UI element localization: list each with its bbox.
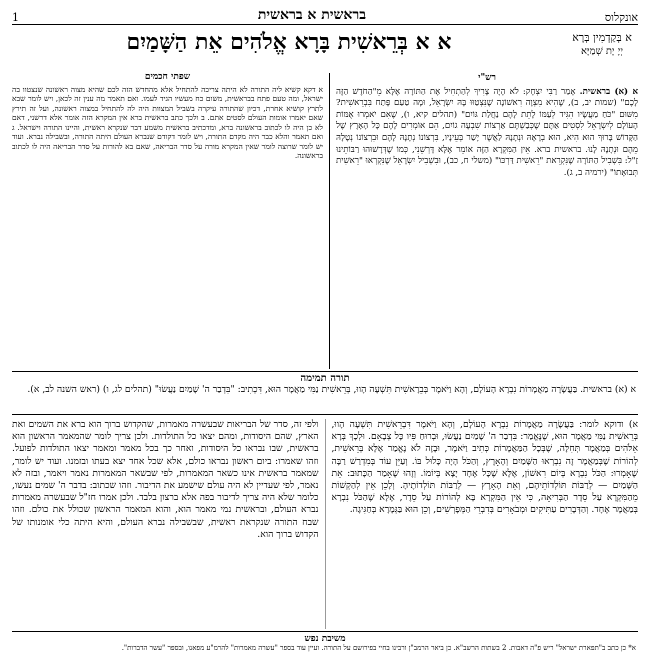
commentary-lower (12, 414, 638, 629)
rashi-paragraph (336, 87, 638, 180)
rashi-label: רש"י (478, 73, 496, 83)
onkelos-label: אונקלוס (604, 11, 638, 24)
onkelos-line-1: א בְּקַדְמִין בְּרָא (572, 31, 632, 44)
rashi-column (330, 73, 638, 369)
torah-temima-label: תורה תמימה (12, 371, 638, 384)
commentary-upper (12, 73, 638, 369)
footnotes-label: משיבת נפש (12, 631, 638, 644)
page-header (12, 4, 638, 25)
commentary-left-column: ולפי זה, סדר של הבריאות שבעשרה מאמרות, שהקדוש ברוך הוא ברא את השמים ואת הארץ, שהם היסודות, ומהם יצאו כל התולדות. ולכן צריך לומר שהמאמר הראשון הוא בראשית, שבו נבראו כל היסודות, ואחר כך בכל מאמר ומאמר יצאו התולדות לפועל. וזהו שאמרו: ביום ראשון נבראו כולם, אלא שכל אחד יצא בעתו ובזמנו. ועוד יש לומר, שמאמר בראשית אינו כשאר המאמרות, לפי שבשאר המאמרות נאמר ויאמר, ובזה לא נאמר, לפי שעדיין לא היה עולם שישמע את הדיבור. וזהו שכתוב: בדבר ה' שמים נעשו, כלומר שלא היה צריך לדיבור בפה אלא ברצון בלבד. ולכן אמרו חז"ל שבעשרה מאמרות נברא העולם, ובראשית נמי מאמר הוא, והוא המאמר הראשון שכולל את כולם. וזהו שבח התורה שנקראת ראשית, שבשבילה נברא העולם, והיא היתה כלי אומנותו של הקדוש ברוך הוא. (12, 419, 326, 629)
verse-row (12, 27, 638, 73)
page-title: בראשית א בראשית (257, 7, 367, 23)
sifsei-chachamim-column (12, 73, 330, 369)
footnotes-text: א* כן כתב ב"תפארת ישראל" ריש פ"ה דאבות. 2 בשתות הרשב"א. כן ביאר הרמב"ן ורבינו בחיי בפירושם על התורה. ועיין עוד בספר "עשרה מאמרות" להרמ"ע מפאנו, ובספר "עשר הדברות". (121, 644, 636, 652)
onkelos-box (566, 27, 638, 73)
rashi-lead: א (א) בראשית. (579, 86, 638, 97)
torah-temima-text: א (א) בראשית. בַּעֲשָׂרָה מַאֲמָרוֹת נִבְרָא הָעוֹלָם, וְהָא וַיֹּאמֶר בְּבֵרָאשִׁית תִּשְׁעָה הָווּ, בְּרֵאשִׁית נַמִּי מַאֲמָר הוּא, דִּכְתִיב: "בִּדְבַר ה' שָׁמַיִם נַעֲשׂוּ" (תהלים לג, ו) (ראש השנה לב, א). (27, 384, 636, 395)
rashi-text: אָמַר רַבִּי יִצְחָק: לֹא הָיָה צָרִיךְ לְהַתְחִיל אֶת הַתּוֹרָה אֶלָּא מֵ"הַחֹדֶשׁ הַזֶּה לָכֶם" (שמות יב, ב), שֶׁהִיא מִצְוָה רִאשׁוֹנָה שֶׁנִּצְטַוּוּ בָּהּ יִשְׂרָאֵל, וּמָה טַעַם פָּתַח בִּבְרֵאשִׁית? מִשּׁוּם "כֹּחַ מַעֲשָׂיו הִגִּיד לְעַמּוֹ לָתֵת לָהֶם נַחֲלַת גּוֹיִם" (תהלים קיא, ו), שֶׁאִם יֹאמְרוּ אֻמּוֹת הָעוֹלָם לְיִשְׂרָאֵל לִסְטִים אַתֶּם שֶׁכְּבַשְׁתֶּם אַרְצוֹת שִׁבְעָה גוֹיִם, הֵם אוֹמְרִים לָהֶם כָּל הָאָרֶץ שֶׁל הַקָּדוֹשׁ בָּרוּךְ הוּא הִיא, הוּא בְרָאָהּ וּנְתָנָהּ לַאֲשֶׁר יָשַׁר בְּעֵינָיו, בִּרְצוֹנוֹ נְתָנָהּ לָהֶם וּבִרְצוֹנוֹ נְטָלָהּ מֵהֶם וּנְתָנָהּ לָנוּ. בראשית ברא. אֵין הַמִּקְרָא הַזֶּה אוֹמֵר אֶלָּא דָּרְשֵׁנִי, כְּמוֹ שֶׁדְּרָשׁוּהוּ רַבּוֹתֵינוּ זַ"ל: בִּשְׁבִיל הַתּוֹרָה שֶׁנִּקְרֵאת "רֵאשִׁית דַּרְכּוֹ" (משלי ח, כב), וּבִשְׁבִיל יִשְׂרָאֵל שֶׁנִּקְרְאוּ "רֵאשִׁית תְּבוּאָתוֹ" (ירמיה ב, ג). (336, 86, 638, 178)
onkelos-line-2: יְיָ יָת שְׁמַיָּא (581, 46, 623, 57)
page-number: 1 (12, 11, 19, 24)
verse-text: א א בְּרֵאשִׁית בָּרָא אֱלֹהִים אֵת הַשָּׁמַיִם (126, 29, 452, 55)
commentary-right-column: א) ודוקא לומר: בַּעֲשָׂרָה מַאֲמָרוֹת נִבְרָא הָעוֹלָם, וְהָא וַיֹּאמֶר דִּבְרֵאשִׁית תִּשְׁעָה הָווּ, בְּרֵאשִׁית נַמִּי מַאֲמָר הוּא, שֶׁנֶּאֱמַר: בִּדְבַר ה' שָׁמַיִם נַעֲשׂוּ, וּבְרוּחַ פִּיו כָּל צְבָאָם. וּלְכָךְ בְּרָא אֵלֹּהִים בְּמַאֲמָר תְּחִלָּה, שֶׁבְּכָל הַמַּאֲמָרוֹת כְּתִיב וַיֹּאמֶר, וּבָזֶה לֹא נֶאֱמַר אֶלָּא בְּרֵאשִׁית, לְהוֹרוֹת שֶׁבְּמַאֲמָר זֶה נִבְרְאוּ הַשָּׁמַיִם וְהָאָרֶץ, וְהַכֹּל הָיָה כָּלוּל בּוֹ. וְעַיֵּן עוֹד בְּמִדְרַשׁ רַבָּה שֶׁאָמְרוּ: הַכֹּל נִבְרָא בְּיוֹם רִאשׁוֹן, אֶלָּא שֶׁכָּל אֶחָד יָצָא בְּיוֹמוֹ. וְזֶהוּ שֶׁאָמַר הַכָּתוּב: אֵת הַשָּׁמַיִם — לְרַבּוֹת תּוֹלְדוֹתֵיהֶם, וְאֵת הָאָרֶץ — לְרַבּוֹת תּוֹלְדוֹתֶיהָ. וְלָכֵן אֵין לְהַקְשׁוֹת מֵהַמִּקְרָא עַל סֵדֶר הַבְּרִיאָה, כִּי אֵין הַמִּקְרָא בָּא לְהוֹרוֹת עַל סֵדֶר, אֶלָּא שֶׁהַכֹּל נִבְרָא בְּמַאֲמָר אֶחָד. וְהַדְּבָרִים עַתִּיקִים וּמְבֹאָרִים בְּדִבְרֵי הַמְּפָרְשִׁים, וְכֵן הוּא בַּגְּמָרָא בְּחַגִּיגָה. (331, 419, 638, 516)
sifsei-text: א דקא קשיא ליה התורה לא היתה צריכה להתחיל אלא מהחדש הזה לכם שהיא מצוה ראשונה שנצטוו בה ישראל, ומה טעם פתח בבראשית, משום כח מעשיו הגיד לעמו. ואם תאמר מה ענין זה לכאן, ויש לומר שבא לתרץ קושיא אחרת, דכיון שהתורה עיקרה בשביל המצוות היה לה להתחיל במצוה ראשונה, ועל זה תירץ שאם יאמרו אומות העולם לסטים אתם. ב ולכך כתב בראשית ברא אין המקרא הזה אומר אלא דרשני, דאם לא כן היה לו לכתוב בראשונה ברא, ומדכתיב בראשית משמע דבר שנקרא ראשית, והיינו התורה וישראל. ג ואם תאמר והלא כבר היה מקדם התורה, ויש לומר דקודם שנברא העולם היתה התורה, ובשבילה נברא. ועוד יש לומר שרוצה לומר שאין המקרא מורה על סדר הבריאה, שאם בא להורות על סדר הבריאה היה לו לכתוב בראשונה. (12, 84, 323, 160)
sifsei-label: שפתי חכמים (144, 73, 191, 82)
